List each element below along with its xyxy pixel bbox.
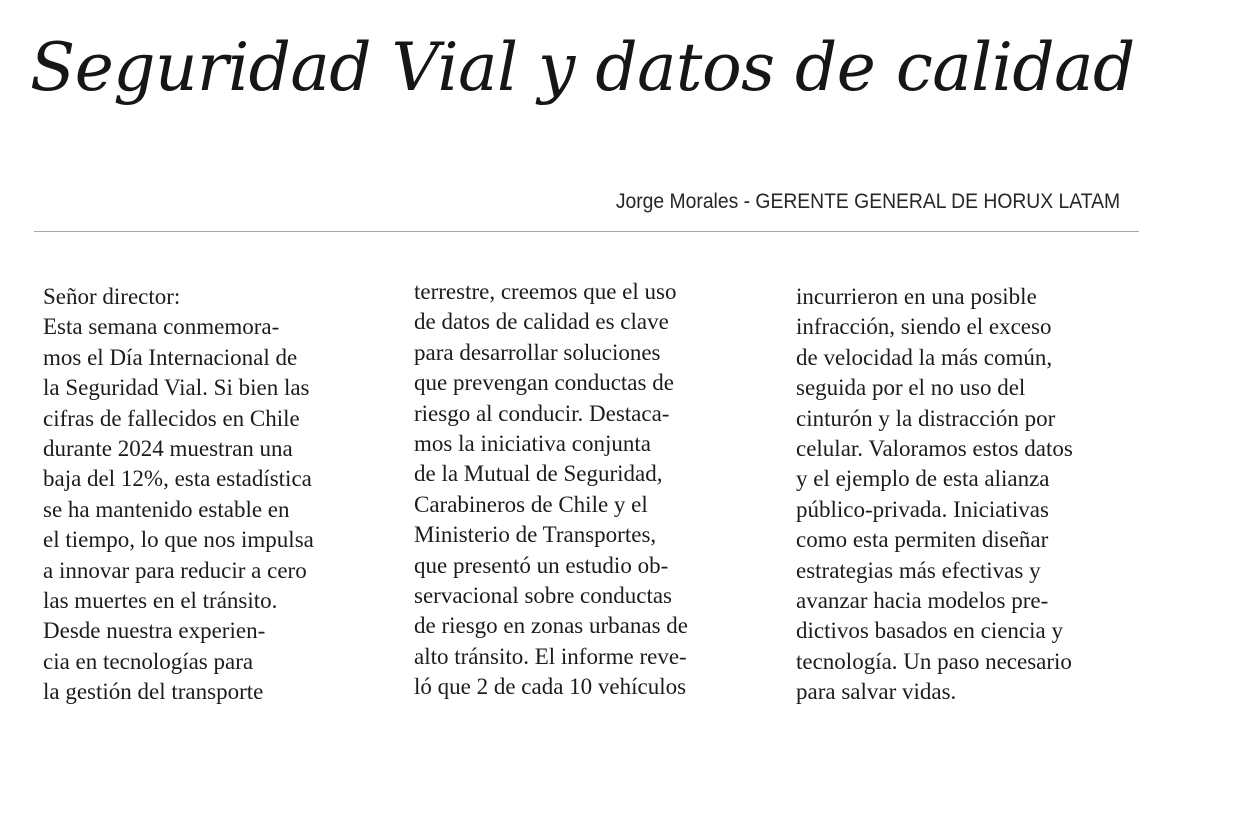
text-line: Señor director: (43, 284, 181, 309)
text-line: incurrieron en una posible (796, 284, 1037, 309)
text-line: durante 2024 muestran una (43, 436, 293, 462)
text-column-2 (414, 277, 774, 703)
text-line: avanzar hacia modelos pre- (796, 588, 1049, 614)
text-line: y el ejemplo de esta alianza (796, 466, 1050, 492)
text-line: cia en tecnologías para (43, 648, 254, 674)
text-line: cifras de fallecidos en Chile (43, 405, 300, 431)
text-line: mos el Día Internacional de (43, 344, 298, 370)
text-line: para salvar vidas. (796, 679, 957, 705)
text-line: Desde nuestra experien- (43, 618, 266, 644)
text-line: alto tránsito. El informe reve- (414, 643, 687, 669)
text-line: terrestre, creemos que el uso (414, 279, 677, 304)
text-line: baja del 12%, esta estadística (43, 466, 312, 492)
text-line: infracción, siendo el exceso (796, 314, 1052, 340)
text-column-3 (796, 282, 1156, 708)
text-line: dictivos basados en ciencia y (796, 618, 1063, 644)
byline: Jorge Morales - GERENTE GENERAL DE HORUX LATAM (615, 190, 1120, 213)
text-line: que prevengan conductas de (414, 370, 674, 396)
text-line: a innovar para reducir a cero (43, 557, 307, 583)
text-line: Esta semana conmemora- (43, 314, 280, 340)
text-line: las muertes en el tránsito. (43, 588, 278, 614)
text-line: estrategias más efectivas y (796, 557, 1041, 583)
text-line: servacional sobre conductas (414, 583, 673, 609)
text-line: seguida por el no uso del (796, 375, 1026, 401)
text-line: la Seguridad Vial. Si bien las (43, 375, 310, 401)
text-line: cinturón y la distracción por (796, 405, 1056, 431)
text-line: de datos de calidad es clave (414, 309, 669, 335)
text-line: la gestión del transporte (43, 679, 264, 705)
text-line: Carabineros de Chile y el (414, 491, 648, 517)
text-line: tecnología. Un paso necesario (796, 648, 1072, 674)
text-line: se ha mantenido estable en (43, 496, 290, 522)
divider (34, 231, 1139, 232)
text-line: el tiempo, lo que nos impulsa (43, 527, 314, 553)
text-line: como esta permiten diseñar (796, 527, 1049, 553)
text-line: celular. Valoramos estos datos (796, 436, 1073, 462)
text-line: Ministerio de Transportes, (414, 522, 657, 548)
text-line: público-privada. Iniciativas (796, 496, 1049, 522)
text-line: mos la iniciativa conjunta (414, 431, 651, 457)
text-line: riesgo al conducir. Destaca- (414, 400, 670, 426)
text-column-1 (43, 282, 403, 708)
text-line: para desarrollar soluciones (414, 339, 661, 365)
text-line: de riesgo en zonas urbanas de (414, 613, 688, 639)
text-line: que presentó un estudio ob- (414, 552, 669, 578)
text-line: ló que 2 de cada 10 vehículos (414, 674, 687, 700)
headline: Seguridad Vial y datos de calidad (30, 29, 1135, 106)
text-line: de la Mutual de Seguridad, (414, 461, 663, 487)
text-line: de velocidad la más común, (796, 344, 1053, 370)
